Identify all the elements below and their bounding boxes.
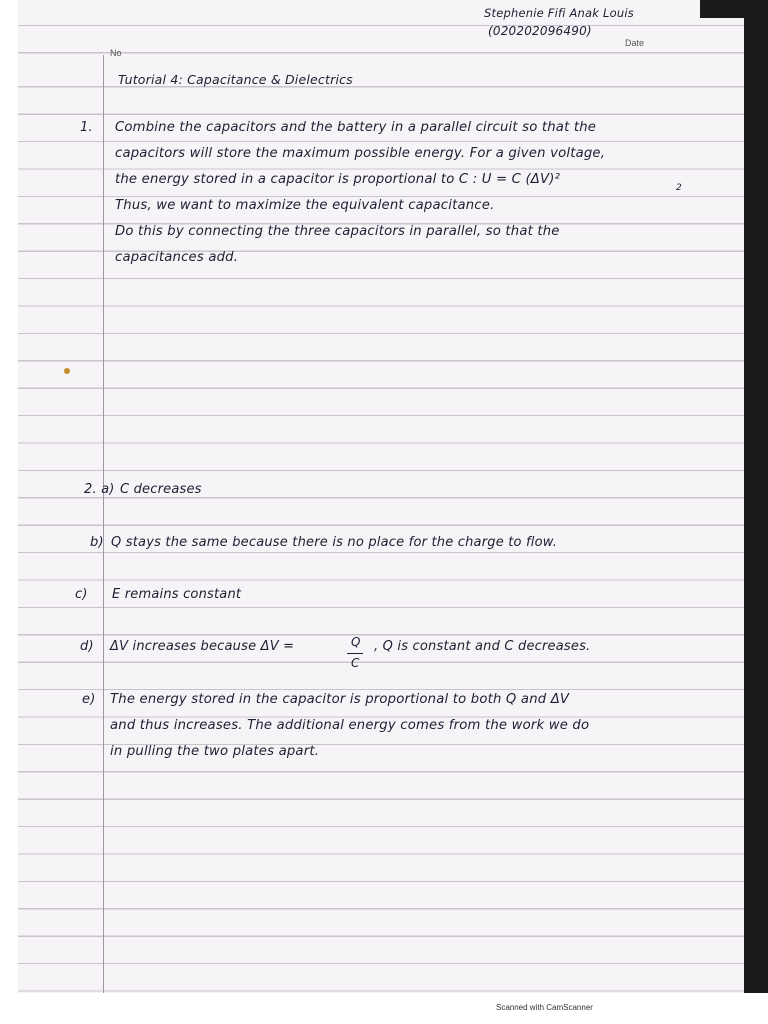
q1-line: Thus, we want to maximize the equivalent capacitance. <box>115 198 495 213</box>
q2b-answer: Q stays the same because there is no place for the charge to flow. <box>111 535 558 550</box>
notebook-page <box>18 0 744 993</box>
q2b-label: b) <box>90 535 104 550</box>
date-label: Date <box>625 38 645 48</box>
q1-line: the energy stored in a capacitor is proportional to C : U = C (ΔV)² <box>115 172 561 187</box>
q1-line: Combine the capacitors and the battery in a parallel circuit so that the <box>115 120 597 135</box>
q2c-answer: E remains constant <box>112 587 242 602</box>
q2d-answer-start: ΔV increases because ΔV = <box>110 639 295 654</box>
q1-fraction-denominator: 2 <box>676 183 682 193</box>
tutorial-title: Tutorial 4: Capacitance & Dielectrics <box>118 72 353 87</box>
student-id: (020202096490) <box>488 24 592 38</box>
q2d-numerator: Q <box>351 635 361 649</box>
q2a-answer: C decreases <box>120 482 202 497</box>
background-edge <box>744 0 768 993</box>
q2e-label: e) <box>82 692 96 707</box>
q2c-label: c) <box>75 587 88 602</box>
q2a-label: 2. a) <box>84 482 115 497</box>
q2d-denominator: C <box>351 656 360 670</box>
q1-line: capacitances add. <box>115 250 239 265</box>
q2d-answer-end: , Q is constant and C decreases. <box>374 639 591 654</box>
margin-line <box>103 55 104 993</box>
q1-line: capacitors will store the maximum possible energy. For a given voltage, <box>115 146 606 161</box>
q2e-line: and thus increases. The additional energy comes from the work we do <box>110 718 590 733</box>
q2d-label: d) <box>80 639 94 654</box>
scanner-watermark: Scanned with CamScanner <box>496 1003 593 1012</box>
paper-speck <box>64 368 70 374</box>
no-label: No <box>110 48 122 58</box>
q1-line: Do this by connecting the three capacitors in parallel, so that the <box>115 224 560 239</box>
q1-number: 1. <box>80 120 93 135</box>
background-corner <box>700 0 768 18</box>
student-name: Stephenie Fifi Anak Louis <box>484 6 634 20</box>
q2e-line: in pulling the two plates apart. <box>110 744 320 759</box>
q2e-line: The energy stored in the capacitor is proportional to both Q and ΔV <box>110 692 570 707</box>
q2d-fraction-bar <box>347 653 363 654</box>
